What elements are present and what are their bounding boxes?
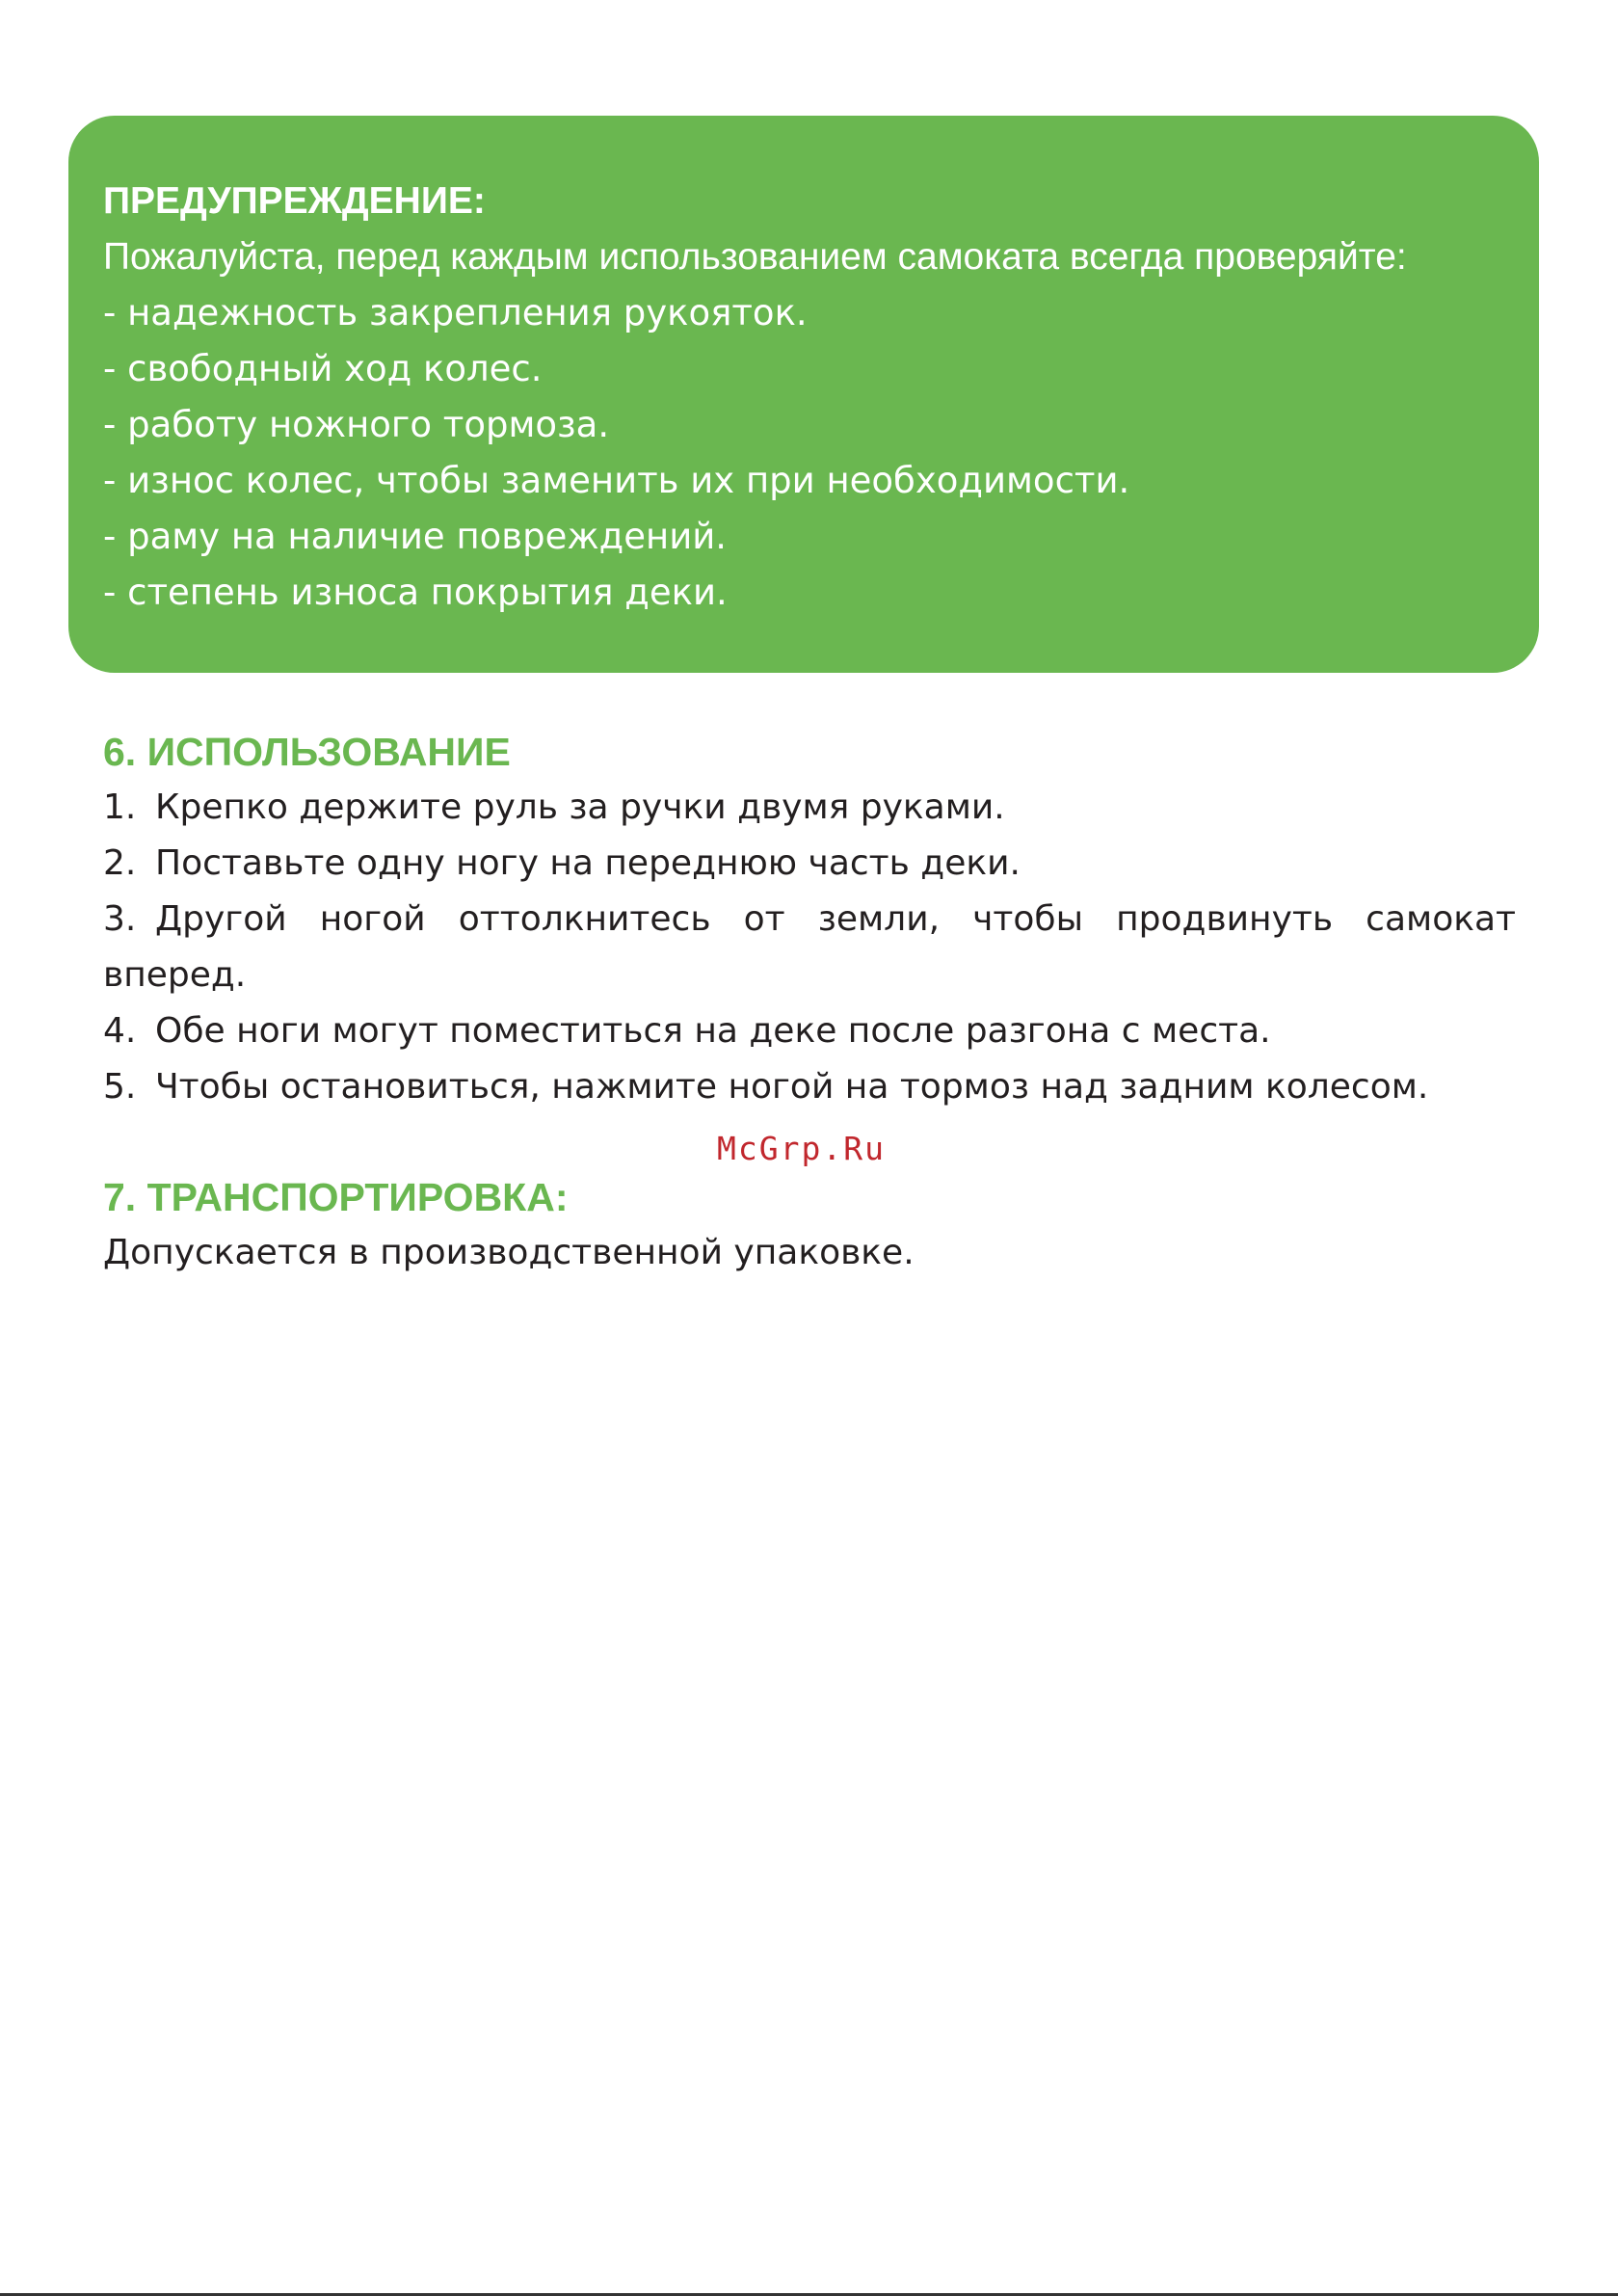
- item-number: 1.: [103, 788, 137, 827]
- item-text: Крепко держите руль за ручки двумя руками.: [155, 788, 1005, 827]
- item-text: Другой ногой оттолкнитесь от земли, чтобы продвинуть самокат вперед.: [103, 899, 1516, 995]
- usage-section: [103, 724, 1529, 1115]
- watermark: McGrp.Ru: [717, 1130, 886, 1167]
- list-item: - раму на наличие повреждений.: [103, 516, 728, 557]
- warning-list: [103, 285, 1539, 621]
- item-number: 4.: [103, 1011, 137, 1051]
- warning-box: [68, 116, 1539, 673]
- list-item: [103, 892, 1516, 1003]
- list-item: - износ колес, чтобы заменить их при необходимости.: [103, 460, 1130, 501]
- item-number: 2.: [103, 843, 137, 883]
- transport-section: [103, 1169, 1529, 1281]
- item-text: Поставьте одну ногу на переднюю часть деки.: [155, 843, 1021, 883]
- list-item: [103, 836, 1529, 892]
- item-number: 3.: [103, 899, 137, 939]
- list-item: - работу ножного тормоза.: [103, 404, 610, 445]
- list-item: - свободный ход колес.: [103, 348, 543, 389]
- list-item: [103, 1059, 1529, 1115]
- warning-intro: Пожалуйста, перед каждым использованием самоката всегда проверяйте:: [103, 236, 1407, 278]
- item-number: 5.: [103, 1067, 137, 1107]
- list-item: - надежность закрепления рукояток.: [103, 292, 808, 334]
- item-text: Чтобы остановиться, нажмите ногой на тормоз над задним колесом.: [155, 1067, 1429, 1107]
- section-title-transport: 7. ТРАНСПОРТИРОВКА:: [103, 1175, 569, 1219]
- list-item: - степень износа покрытия деки.: [103, 572, 728, 613]
- warning-title: ПРЕДУПРЕЖДЕНИЕ:: [103, 180, 486, 222]
- usage-list: [103, 780, 1529, 1115]
- transport-text: Допускается в производственной упаковке.: [103, 1233, 915, 1272]
- section-title-usage: 6. ИСПОЛЬЗОВАНИЕ: [103, 730, 511, 774]
- item-text: Обе ноги могут поместиться на деке после разгона с места.: [155, 1011, 1271, 1051]
- list-item: [103, 780, 1529, 836]
- list-item: [103, 1003, 1529, 1059]
